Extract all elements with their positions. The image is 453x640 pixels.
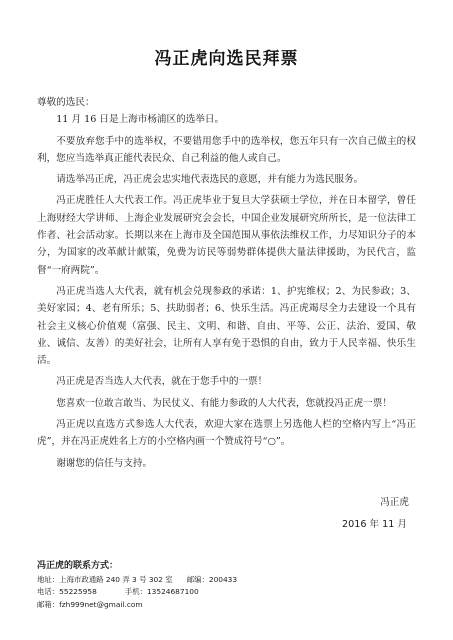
contact-email-row [37,599,237,611]
paragraph-election-day: 11 月 16 日是上海市杨浦区的选举日。 [56,114,225,126]
signature-date: 2016 年 11 月 [342,519,407,530]
paragraph-your-vote: 冯正虎是否当选人大代表，就在于您手中的一票！ [56,376,268,388]
contact-address-row [37,574,237,586]
contact-mobile: 手机：13524687100 [124,587,199,597]
letter-title: 冯正虎向选民拜票 [154,49,299,69]
paragraph-appeal: 您喜欢一位敢言敢当、为民仗义、有能力参政的人大代表，您就投冯正虎一票！ [56,397,392,409]
signature-name: 冯正虎 [380,497,409,508]
paragraph-promises: 冯正虎当选人大代表，就有机会兑现参政的承诺：1、护宪维权；2、为民参政；3、美好家园；4、老有所乐；5、扶助弱者；6、快乐生活。冯正虎竭尽全力去建设一个具有社会主义核心价值观（富强、民主、文明、和谐、自由、平等、公正、法治、爱国、敬业、诚信、友善）的美好社会，让所有人享有免于恐惧的自由，致力于人民幸福、快乐生活。 [37,285,416,367]
contact-address: 地址：上海市政通路 240 弄 3 号 302 室 [37,575,173,584]
letter-body [37,94,416,472]
contact-postcode: 邮编：200433 [186,575,238,584]
paragraph-thanks: 谢谢您的信任与支持。 [56,457,153,469]
contact-phone-row [37,586,237,598]
contact-email: 邮箱：fzh999net@gmail.com [37,599,143,609]
contact-block [37,560,237,611]
paragraph-instructions: 冯正虎以直选方式参选人大代表，欢迎大家在选票上另选他人栏的空格内写上“冯正虎”，并在冯正虎姓名上方的小空格内画一个赞成符号“○”。 [37,419,416,448]
contact-phone: 电话：55225958 [37,587,97,597]
paragraph-vote-right: 不要放弃您手中的选举权，不要错用您手中的选举权，您五年只有一次自己做主的权利，您应当选举真正能代表民众、自己利益的他人或自己。 [37,135,416,164]
paragraph-qualification: 冯正虎胜任人大代表工作。冯正虎毕业于复旦大学获硕士学位，并在日本留学，曾任上海财经大学讲师、上海企业发展研究会会长，中国企业发展研究所所长，是一位法律工作者、社会活动家。长期以来在上海市及全国范围从事依法维权工作，力尽知识分子的本分，为国家的改革献计献策，免费为访民等弱势群体提供大量法律援助，为民代言，监督“一府两院”。 [37,195,416,276]
contact-title: 冯正虎的联系方式： [37,561,119,571]
salutation: 尊敬的选民： [37,97,95,108]
paragraph-request: 请选举冯正虎，冯正虎会忠实地代表选民的意愿，并有能力为选民服务。 [56,174,364,186]
